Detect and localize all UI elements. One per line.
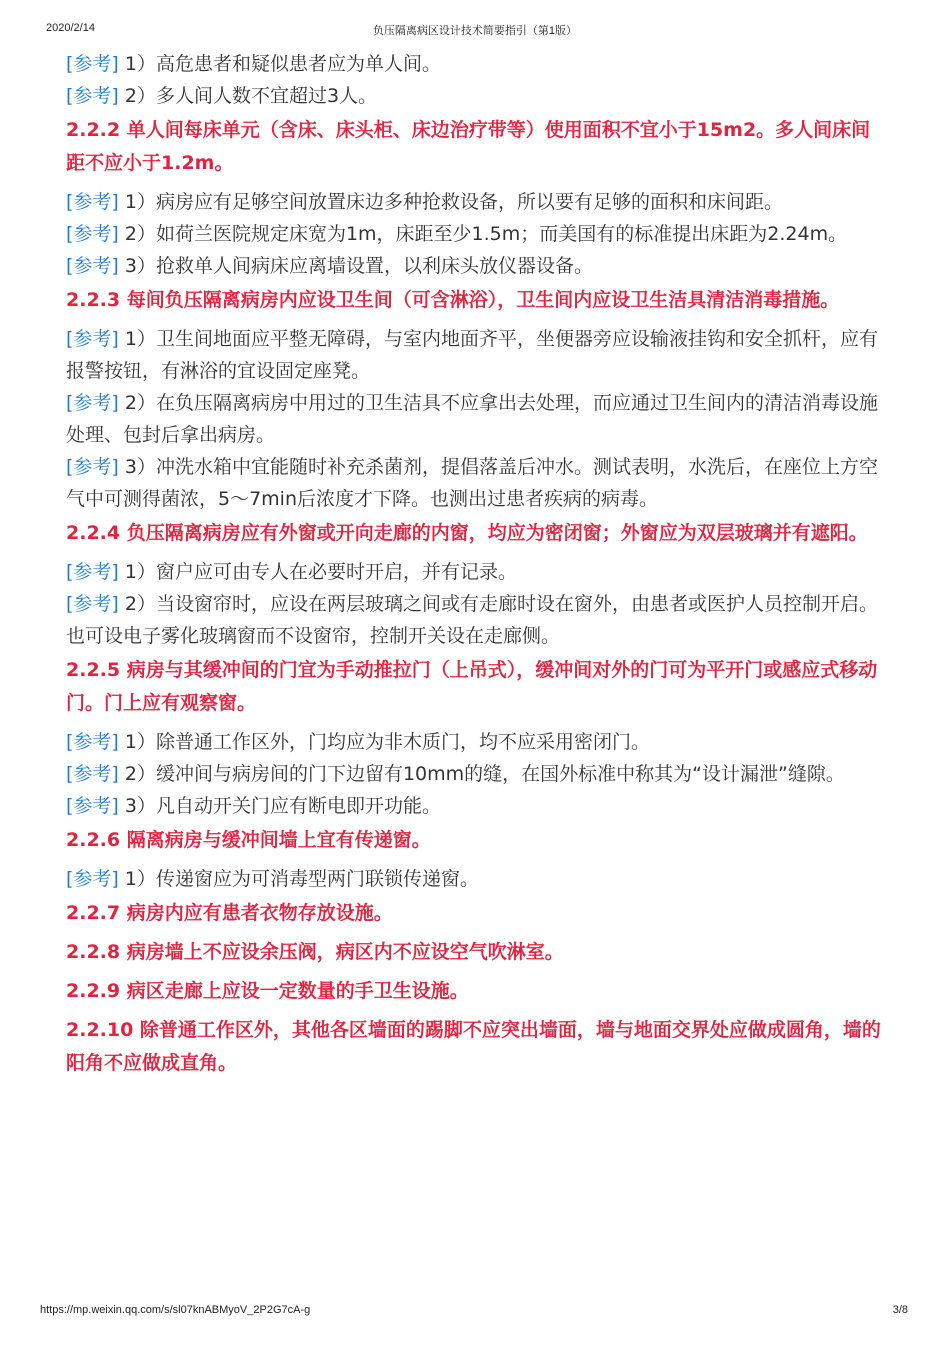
section-heading: 2.2.9 病区走廊上应设一定数量的手卫生设施。 [66,980,469,1002]
section-heading: 2.2.6 隔离病房与缓冲间墙上宜有传递窗。 [66,829,431,851]
reference-label: [参考] [66,731,119,753]
section-heading: 2.2.8 病房墙上不应设余压阀，病区内不应设空气吹淋室。 [66,941,564,963]
reference-text: 2）缓冲间与病房间的门下边留有10mm的缝，在国外标准中称其为“设计漏泄”缝隙。 [118,763,845,785]
reference-label: [参考] [66,456,119,478]
reference-label: [参考] [66,392,119,414]
reference-text: 1）除普通工作区外，门均应为非木质门，均不应采用密闭门。 [118,731,650,753]
section-heading: 2.2.7 病房内应有患者衣物存放设施。 [66,902,393,924]
header-title: 负压隔离病区设计技术简要指引（第1版） [372,25,578,37]
reference-text: 1）病房应有足够空间放置床边多种抢救设备，所以要有足够的面积和床间距。 [118,191,783,213]
section-heading: 2.2.3 每间负压隔离病房内应设卫生间（可含淋浴），卫生间内应设卫生洁具清洁消毒措施。 [66,289,840,311]
reference-item [66,387,888,451]
section-heading: 2.2.5 病房与其缓冲间的门宜为手动推拉门（上吊式），缓冲间对外的门可为平开门或感应式移动门。门上应有观察窗。 [66,659,878,714]
reference-label: [参考] [66,795,119,817]
reference-label: [参考] [66,593,119,615]
reference-item [66,790,888,822]
reference-item [66,588,888,652]
reference-label: [参考] [66,763,119,785]
reference-item [66,250,888,282]
article-content [66,48,888,1086]
reference-text: 1）窗户应可由专人在必要时开启，并有记录。 [118,561,517,583]
reference-text: 2）在负压隔离病房中用过的卫生洁具不应拿出去处理，而应通过卫生间内的清洁消毒设施处理、包封后拿出病房。 [66,392,878,446]
reference-label: [参考] [66,223,119,245]
reference-item [66,186,888,218]
reference-text: 2）多人间人数不宜超过3人。 [118,85,378,107]
reference-item [66,556,888,588]
reference-label: [参考] [66,191,119,213]
reference-item [66,726,888,758]
reference-text: 3）冲洗水箱中宜能随时补充杀菌剂，提倡落盖后冲水。测试表明，水洗后，在座位上方空气中可测得菌浓，5～7min后浓度才下降。也测出过患者疾病的病毒。 [66,456,878,510]
reference-item [66,758,888,790]
header-date: 2020/2/14 [46,22,95,34]
reference-label: [参考] [66,328,119,350]
reference-text: 2）如荷兰医院规定床宽为1m，床距至少1.5m；而美国有的标准提出床距为2.24m。 [118,223,848,245]
reference-item [66,48,888,80]
reference-text: 2）当设窗帘时，应设在两层玻璃之间或有走廊时设在窗外，由患者或医护人员控制开启。也可设电子雾化玻璃窗而不设窗帘，控制开关设在走廊侧。 [66,593,878,647]
reference-label: [参考] [66,53,119,75]
reference-text: 3）凡自动开关门应有断电即开功能。 [118,795,441,817]
section-heading: 2.2.10 除普通工作区外，其他各区墙面的踢脚不应突出墙面，墙与地面交界处应做成圆角，墙的阳角不应做成直角。 [66,1019,881,1074]
reference-item [66,451,888,515]
section-heading: 2.2.4 负压隔离病房应有外窗或开向走廊的内窗，均应为密闭窗；外窗应为双层玻璃并有遮阳。 [66,522,868,544]
reference-item [66,218,888,250]
footer-url: https://mp.weixin.qq.com/s/sl07knABMyoV_2P2G7cA-g [40,1304,311,1316]
reference-item [66,323,888,387]
reference-label: [参考] [66,85,119,107]
reference-text: 3）抢救单人间病床应离墙设置，以利床头放仪器设备。 [118,255,593,277]
reference-text: 1）卫生间地面应平整无障碍，与室内地面齐平，坐便器旁应设输液挂钩和安全抓杆，应有报警按钮，有淋浴的宜设固定座凳。 [66,328,878,382]
reference-label: [参考] [66,561,119,583]
page-number: 3/8 [892,1304,908,1316]
reference-item [66,863,888,895]
reference-label: [参考] [66,868,119,890]
reference-text: 1）传递窗应为可消毒型两门联锁传递窗。 [118,868,479,890]
reference-item [66,80,888,112]
reference-label: [参考] [66,255,119,277]
reference-text: 1）高危患者和疑似患者应为单人间。 [118,53,441,75]
section-heading: 2.2.2 单人间每床单元（含床、床头柜、床边治疗带等）使用面积不宜小于15m2。多人间床间距不应小于1.2m。 [66,119,871,174]
